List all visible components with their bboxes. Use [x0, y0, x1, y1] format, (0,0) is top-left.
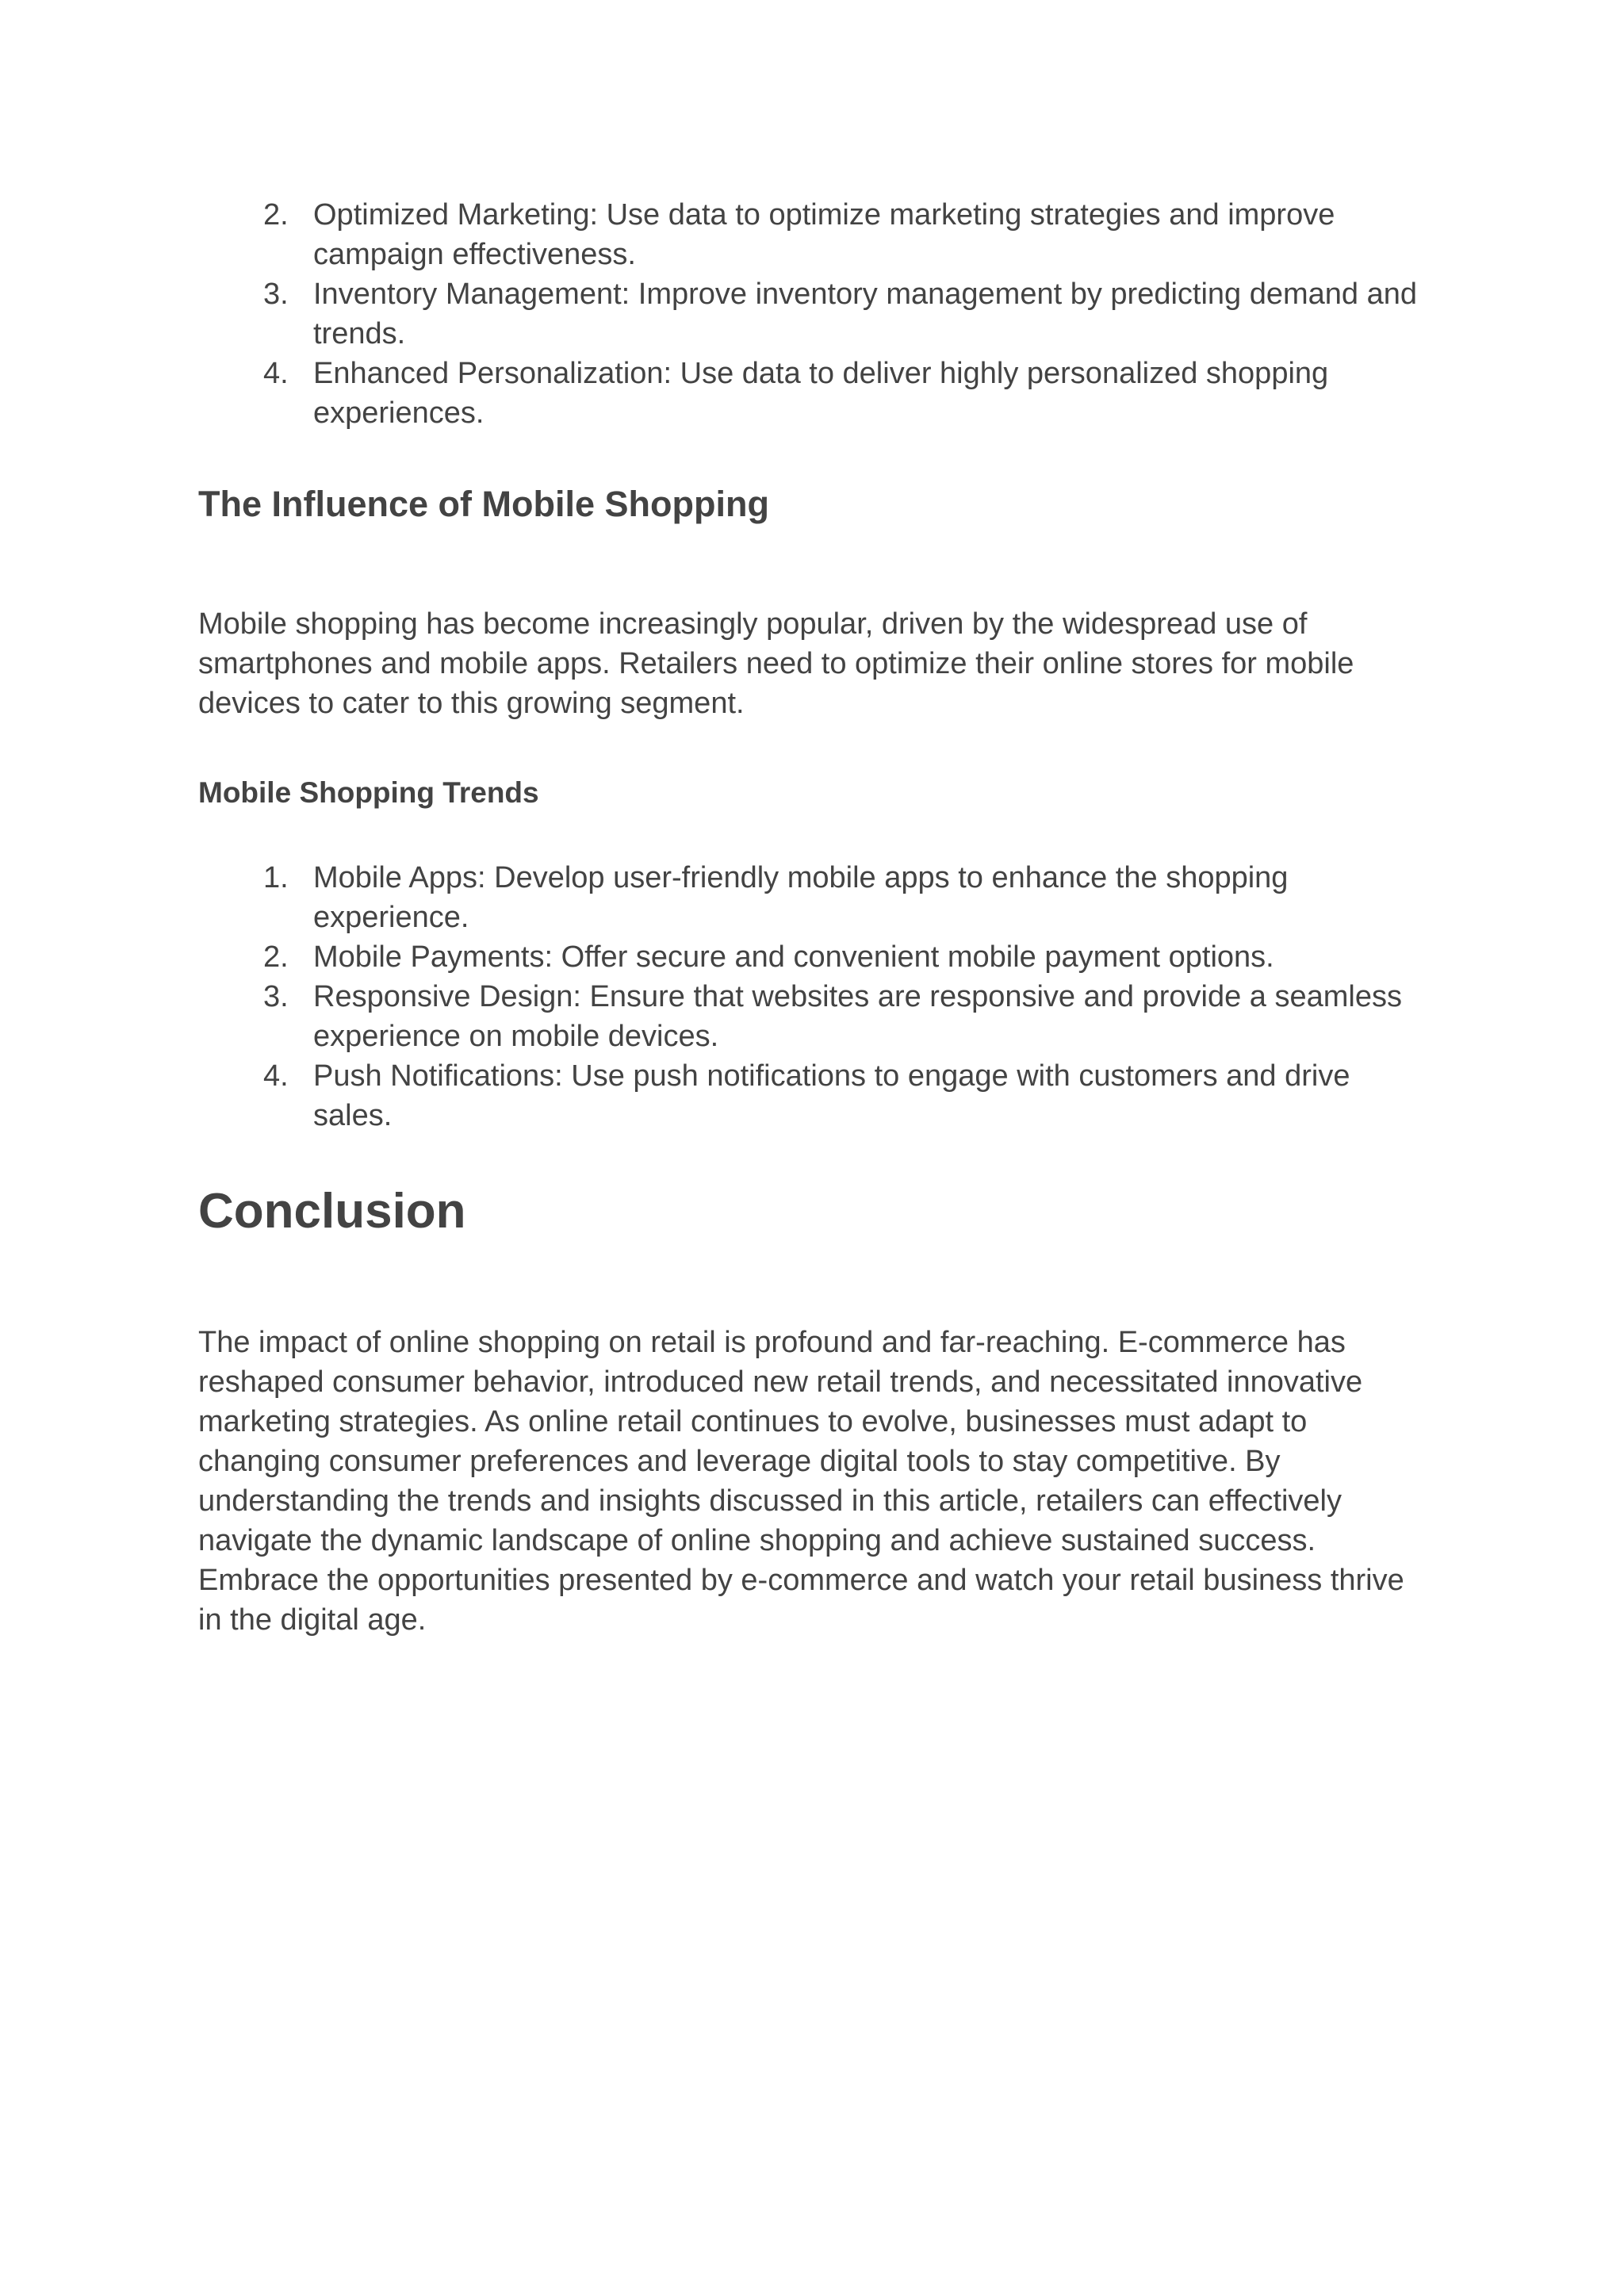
list-item	[198, 195, 1435, 274]
mobile-shopping-paragraph: Mobile shopping has become increasingly popular, driven by the widespread use of smartphones and mobile apps. Retailers need to optimize their online stores for mobile devices to cater to this growing segment.	[198, 607, 1354, 720]
subsection-title-mobile-trends: Mobile Shopping Trends	[198, 776, 539, 809]
list-item-text: Mobile Payments: Offer secure and convenient mobile payment options.	[313, 940, 1274, 974]
list-item-number: 1.	[263, 861, 289, 894]
list-item	[198, 937, 1435, 977]
list-item-text: Responsive Design: Ensure that websites are responsive and provide a seamless experience on mobile devices.	[313, 980, 1402, 1053]
benefits-list	[198, 195, 1435, 433]
list-item	[198, 274, 1435, 354]
document-page	[198, 195, 1435, 1640]
list-item-text: Push Notifications: Use push notifications to engage with customers and drive sales.	[313, 1059, 1350, 1132]
list-item-text: Inventory Management: Improve inventory management by predicting demand and trends.	[313, 278, 1418, 350]
list-item	[198, 354, 1435, 433]
list-item-number: 3.	[263, 980, 289, 1013]
mobile-trends-list	[198, 858, 1435, 1136]
section-title-mobile-shopping: The Influence of Mobile Shopping	[198, 484, 769, 524]
list-item-number: 2.	[263, 198, 289, 232]
list-item-number: 4.	[263, 1059, 289, 1093]
list-item	[198, 977, 1435, 1056]
conclusion-title: Conclusion	[198, 1184, 466, 1239]
list-item-number: 2.	[263, 940, 289, 974]
list-item-text: Enhanced Personalization: Use data to deliver highly personalized shopping experiences.	[313, 357, 1329, 430]
list-item-text: Optimized Marketing: Use data to optimize marketing strategies and improve campaign effectiveness.	[313, 198, 1335, 271]
list-item-number: 3.	[263, 278, 289, 311]
conclusion-paragraph: The impact of online shopping on retail is profound and far-reaching. E-commerce has reshaped consumer behavior, introduced new retail trends, and necessitated innovative marketing strategies. As online retail continues to evolve, businesses must adapt to changing consumer preferences and leverage digital tools to stay competitive. By understanding the trends and insights discussed in this article, retailers can effectively navigate the dynamic landscape of online shopping and achieve sustained success. Embrace the opportunities presented by e-commerce and watch your retail business thrive in the digital age.	[198, 1326, 1404, 1637]
list-item-number: 4.	[263, 357, 289, 390]
list-item	[198, 858, 1435, 937]
list-item	[198, 1056, 1435, 1136]
list-item-text: Mobile Apps: Develop user-friendly mobile apps to enhance the shopping experience.	[313, 861, 1289, 934]
